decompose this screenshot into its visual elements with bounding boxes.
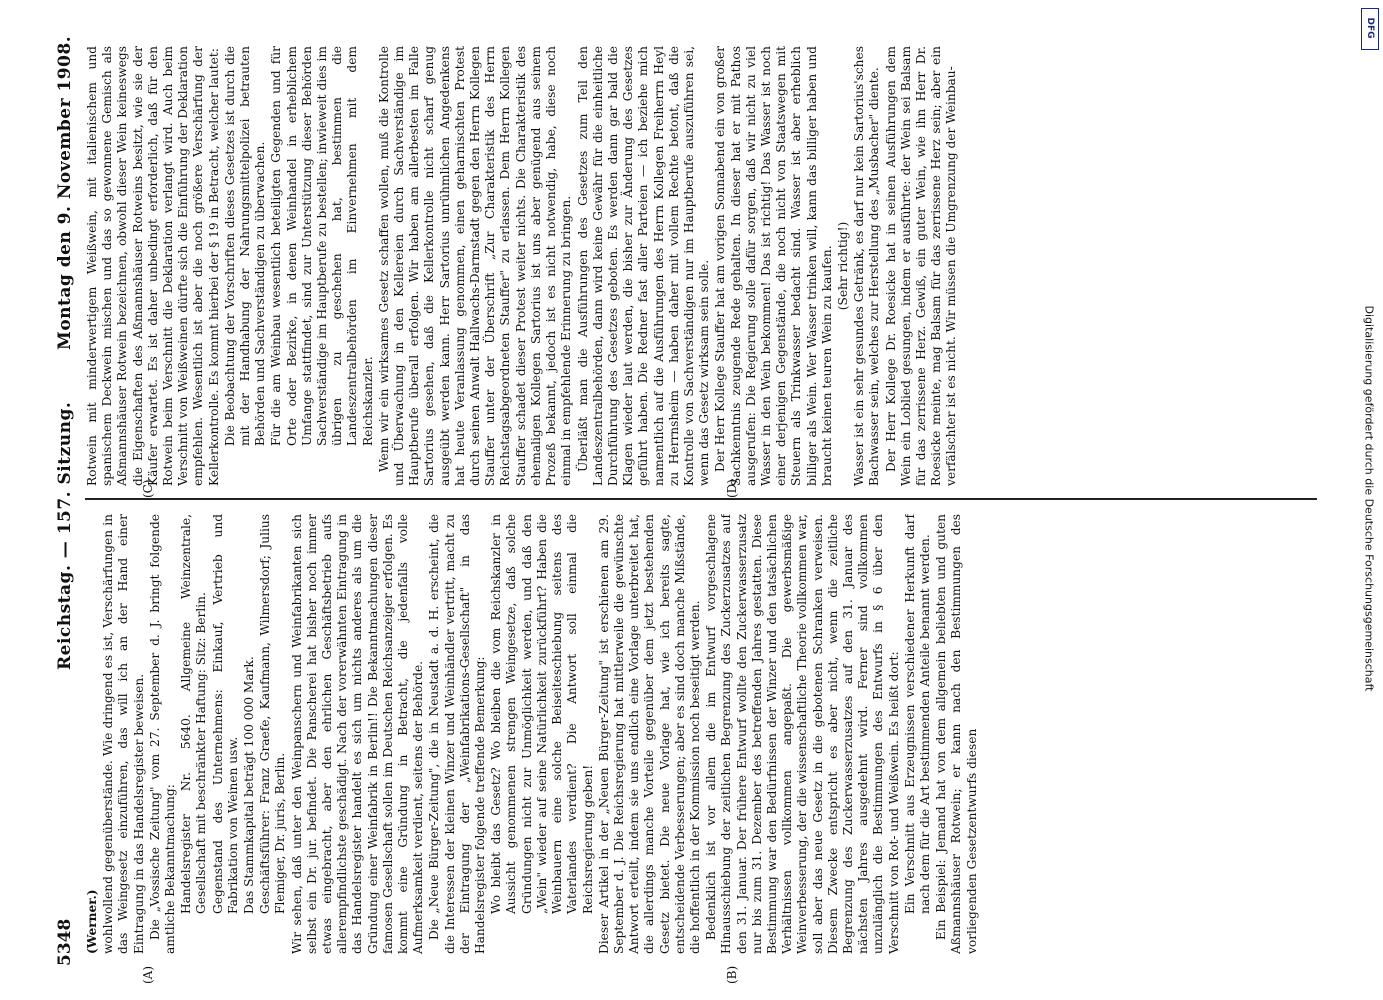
page-number: 5348 [54, 918, 75, 966]
quoted-notice: Handelsregister Nr. 5640. Allgemeine Weinzentrale, Gesellschaft mit beschränkter Haftung: Sitz: Berlin. [178, 514, 208, 914]
dfg-logo-text: DFG [1365, 17, 1375, 39]
quoted-notice: Das Stammkapital beträgt 100 000 Mark. [241, 656, 256, 914]
margin-letter-b: (B) [724, 965, 739, 984]
session-date: Montag den 9. November 1908. [54, 35, 75, 350]
paragraph: Die „Neue Bürger-Zeitung", die in Neustadt a. d. H. erscheint, die die Interessen der kleinen Winzer und Weinhändler vertritt, macht zu der Eintragung der „Weinfabrikations-Gesellschaft" in das Handelsregister folgende treffende Bemerkung: [426, 514, 487, 954]
credit-text: Digitalisierung gefördert durch die Deutsche Forschungsgemeinschaft [1362, 305, 1376, 692]
quoted-notice: Gegenstand des Unternehmens: Einkauf, Vertrieb und Fabrikation von Weinen usw. [210, 514, 240, 914]
margin-letter-a: (A) [140, 965, 155, 984]
quoted-notice: Geschäftsführer: Franz Graefe, Kaufmann, Wilmersdorf; Julius Flemiger, Dr. juris, Berlin. [257, 514, 287, 914]
paragraph: Rotwein mit minderwertigem Weißwein, mit italienischem und spanischem Deckwein mischen und das so gewonnene Gemisch als Aßmannshäuser Rotwein bezeichnen, obwohl dieser Wein keineswegs die Eigenschaften des Aßmannshäuser Rotweins besitzt, wie sie der Käufer erwartet. Es ist daher unbedingt erforderlich, daß für den Rotwein beim Verschnitt die Deklaration verlangt wird. Auch beim Verschnitt von Weißweinen dürfte sich die Einführung der Deklaration empfehlen. Wesentlich ist aber die noch größere Verschärfung der Kellerkontrolle. Es kommt hierbei der § 19 in Betracht, welcher lautet: [84, 46, 221, 486]
margin-letter-d: (D) [724, 479, 739, 498]
paragraph: Wasser ist ein sehr gesundes Getränk, es darf nur kein Sartorius'sches Bachwasser sein, welches zur Herstellung des „Musbacher" diente. [851, 46, 881, 486]
margin-letter-c: (C) [140, 479, 155, 498]
column-divider [85, 498, 1317, 500]
speaker-tag: (Werner.) [84, 889, 99, 954]
paragraph: Wenn wir ein wirksames Gesetz schaffen wollen, muß die Kontrolle und Überwachung in den Kellereien durch Sachverständige im Hauptberufe überall erfolgen. Wir haben am allerbesten im Falle Sartorius gesehen, daß die Kellerkontrolle nicht scharf genug ausgeübt werden kann. Herr Sartorius unrühmlichen Angedenkens hat heute Veranlassung genommen, einen geharnischten Protest durch seinen Anwalt Hallwachs-Darmstadt gegen den Herrn Kollegen Stauffer unter der Überschrift „Zur Charakteristik des Herrn Reichstagsabgeordneten Stauffer" zu erlassen. Dem Herrn Kollegen Stauffer schadet dieser Protest weiter nichts. Die Charakteristik des ehemaligen Kollegen Sartorius ist uns aber genügend aus seinem Prozeß bekannt, jedoch ist es nicht notwendig, habe, diese noch einmal in empfehlende Erinnerung zu bringen. [376, 46, 573, 486]
paragraph: Ein Beispiel: Jemand hat von dem allgemein beliebten und guten Aßmannshäuser Rotwein; er kann nach den Bestimmungen des vorliegenden Gesetzentwurfs diesen [933, 514, 979, 954]
text-columns [84, 30, 1337, 984]
right-column [85, 46, 1337, 486]
page-title: Reichstag. — 157. Sitzung. [54, 401, 75, 670]
quoted-passage: Wo bleibt das Gesetz? Wo bleiben die vom Reichskanzler in Aussicht genommenen strengen Weingesetze, daß solche Gründungen nicht zur Unmöglichkeit werden, und daß den „Wein" wieder auf seine Natürlichkeit zurückführt? Haben die Weinbauern eine solche Beiseiteschiebung seitens des Vaterlandes verdient? Die Antwort soll einmal die Reichsregierung geben! [488, 514, 594, 914]
scanned-page [47, 30, 1337, 984]
quoted-passage: Die Beobachtung der Vorschriften dieses Gesetzes ist durch die mit der Handhabung der Nahrungsmittelpolizei betrauten Behörden und Sachverständigen zu überwachen. [222, 46, 267, 446]
paragraph: Bedenklich ist vor allem die im Entwurf vorgeschlagene Hinausschiebung der zeitlichen Begrenzung des Zuckerzusatzes auf den 31. Januar. Der frühere Entwurf wollte den Zuckerwasserzusatz nur bis zum 31. Dezember des betreffenden Jahres gestatten. Diese Bestimmung war den Bedürfnissen der Winzer und den tatsächlichen Verhältnissen vollkommen angepaßt. Die gewerbsmäßige Weinverbesserung, der die wissenschaftliche Theorie vollkommen war, soll aber das neue Gesetz in die gebotenen Schranken verweisen. Diesem Zwecke entspricht es aber nicht, wenn die zeitliche Begrenzung des Zuckerwasserzusatzes auf den 31. Januar des nächsten Jahres ausgedehnt wird. Ferner sind vollkommen unzulänglich die Bestimmungen des Entwurfs in § 6 über den Verschnitt von Rot- und Weißwein. Es heißt dort: [703, 514, 901, 954]
paragraph: Die „Vossische Zeitung" vom 27. September d. J. bringt folgende amtliche Bekanntmachung: [147, 514, 177, 954]
interjection: (Sehr richtig!) [835, 221, 850, 311]
paragraph: Wir sehen, daß unter den Weinpanschern und Weinfabrikanten sich selbst ein Dr. jur. befindet. Die Panscherei hat bisher noch immer etwas eingebracht, aber den ehrlichen Geschäftsbetrieb aufs allerempfindlichste geschädigt. Nach der vorerwähnten Eintragung in das Handelsregister handelt es sich um nichts anderes als um die Gründung einer Weinfabrik in Berlin!! Die Bekanntmachungen dieser famosen Gesellschaft sollen im Deutschen Reichsanzeiger erfolgen. Es kommt eine Gründung in Betracht, die jedenfalls volle Aufmerksamkeit verdient, seitens der Behörde. [289, 514, 425, 954]
paragraph: wohlwollend gegenüberstände. Wie dringend es ist, Verschärfungen in das Weingesetz einzuführen, das will ich an der Hand einer Eintragung in das Handelsregister beweisen. [100, 514, 146, 954]
left-column [85, 514, 1337, 954]
paragraph: Dieser Artikel in der „Neuen Bürger-Zeitung" ist erschienen am 29. September d. J. Die Reichsregierung hat mittlerweile die gewünschte Antwort erteilt, indem sie uns endlich eine Vorlage unterbreitet hat, die allerdings manche Vorteile gegenüber dem jetzt bestehenden Gesetz bietet. Die neue Vorlage hat, wie ich bereits sagte, entscheidende Verbesserungen; aber es sind doch manche Mißstände, die hoffentlich in der Kommission noch beseitigt werden. [596, 514, 702, 954]
running-head [55, 30, 81, 970]
quoted-passage: Für die am Weinbau wesentlich beteiligten Gegenden und für Orte oder Bezirke, in denen Weinhandel in erheblichem Umfange stattfindet, sind zur Unterstützung dieser Behörden Sachverständige im Hauptberufe zu bestellen; inwieweit dies im übrigen zu geschehen hat, bestimmen die Landeszentralbehörden im Einvernehmen mit dem Reichskanzler. [268, 46, 375, 446]
paragraph: Der Herr Kollege Stauffer hat am vorigen Sonnabend ein von großer Sachkenntnis zeugende Rede gehalten. In dieser hat er mit Pathos ausgerufen: Die Regierung solle dafür sorgen, daß wir nicht zu viel Wasser in den Wein bekommen! Das ist richtig! Das Wasser ist noch einer derjenigen Gegenstände, die noch nicht von Staatswegen mit Steuern als Trinkwasser bedacht sind. Wasser ist aber erheblich billiger als Wein. Wer Wasser trinken will, kann das billiger haben und braucht keinen teuren Wein zu kaufen. [712, 46, 834, 486]
quoted-passage: Ein Verschnitt aus Erzeugnissen verschiedener Herkunft darf nach dem für die Art bestimmenden Anteile benannt werden. [902, 514, 932, 914]
digitization-credit [1359, 20, 1379, 980]
paragraph: Der Herr Kollege Dr. Roesicke hat in seinen Ausführungen dem Wein ein Loblied gesungen, indem er ausführte: der Wein sei Balsam für das zerrissene Herz. Gewiß, ein guter Wein, wie ihn Herr Dr. Roesicke meinte, mag Balsam für das zerrissene Herz sein; aber ein verfälschter ist es nicht. Wir müssen die Umgrenzung der Weinbau- [883, 46, 958, 486]
paragraph: Überläßt man die Ausführungen des Gesetzes zum Teil den Landeszentralbehörden, dann wird keine Gewähr für die einheitliche Durchführung des Gesetzes geboten. Es werden dann gar bald die Klagen wieder laut werden, die bisher zur Änderung des Gesetzes geführt haben. Die Redner fast aller Parteien — ich beziehe mich namentlich auf die Ausführungen des Herrn Kollegen Freiherrn Heyl zu Herrnsheim — haben daher mit vollem Rechte betont, daß die Kontrolle von Sachverständigen nur im Hauptberufe auszuführen sei, wenn das Gesetz wirksam sein solle. [575, 46, 711, 486]
